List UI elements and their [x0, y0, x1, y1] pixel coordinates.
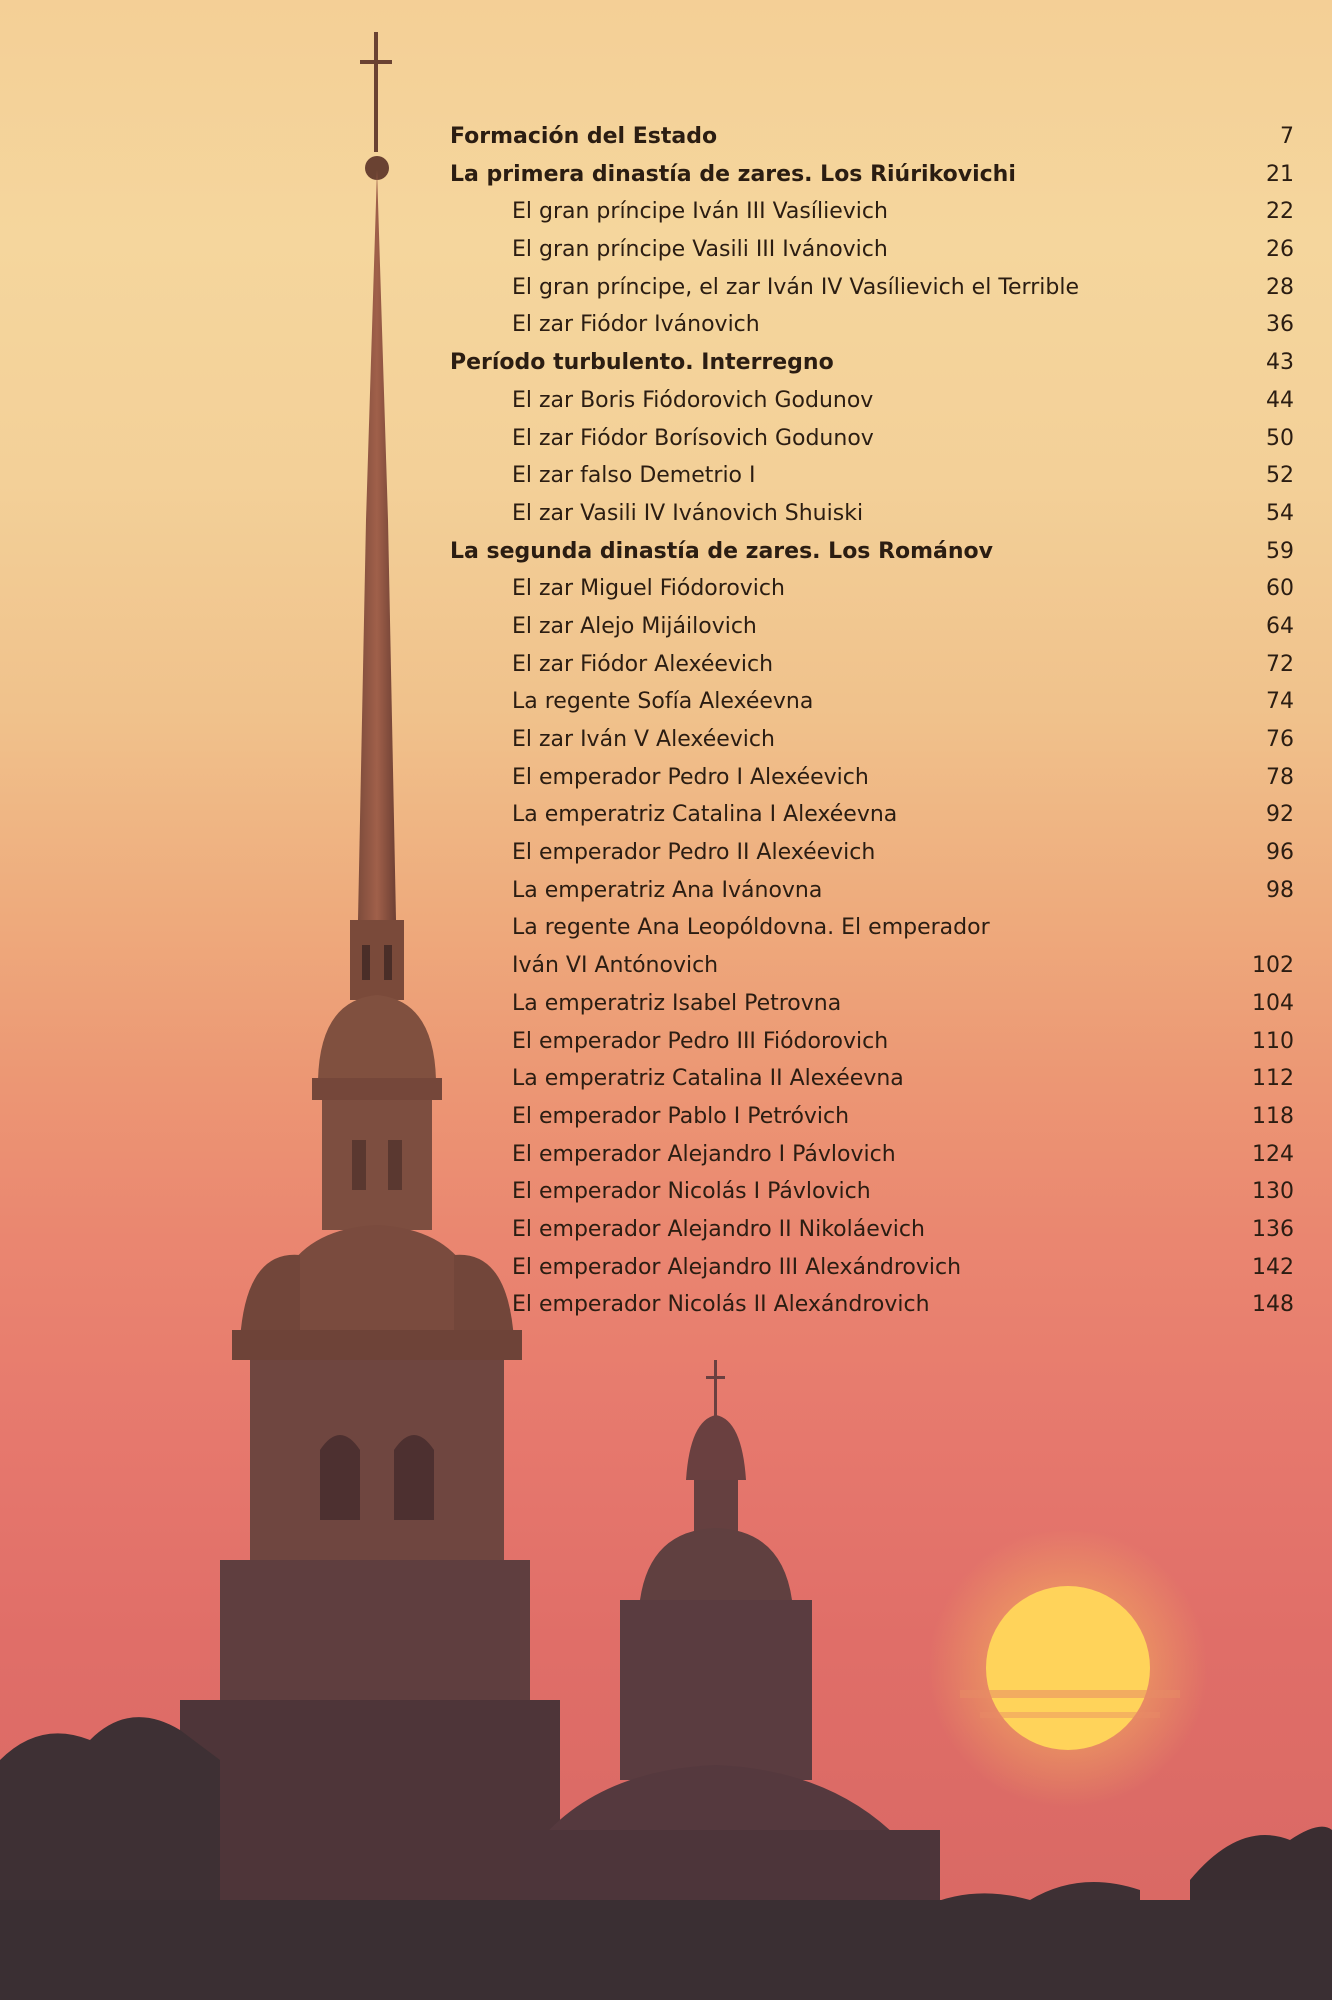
toc-entry-title: El zar Fiódor Ivánovich — [512, 312, 760, 338]
toc-entry — [450, 646, 1294, 684]
toc-page-number: 52 — [1266, 463, 1294, 489]
toc-entry — [450, 1173, 1294, 1211]
toc-entry-title: El zar Miguel Fiódorovich — [512, 576, 785, 602]
toc-entry — [450, 1249, 1294, 1287]
toc-entry — [450, 420, 1294, 458]
toc-entry-title: El gran príncipe Vasili III Ivánovich — [512, 237, 888, 263]
toc-page-number: 104 — [1252, 990, 1294, 1016]
toc-entry — [450, 759, 1294, 797]
toc-entry-title: Período turbulento. Interregno — [450, 350, 834, 376]
toc-entry — [450, 1211, 1294, 1249]
toc-entry-title: El emperador Pedro III Fiódorovich — [512, 1028, 889, 1054]
toc-entry — [450, 721, 1294, 759]
toc-entry-title: La emperatriz Catalina II Alexéevna — [512, 1066, 904, 1092]
toc-page-number: 43 — [1266, 350, 1294, 376]
toc-page-number: 28 — [1266, 274, 1294, 300]
toc-entry-title: La emperatriz Catalina I Alexéevna — [512, 802, 898, 828]
toc-page-number: 64 — [1266, 613, 1294, 639]
toc-entry-title: Formación del Estado — [450, 124, 718, 149]
toc-entry — [450, 1286, 1294, 1324]
toc-page-number: 136 — [1252, 1216, 1294, 1242]
toc-entry-title: El emperador Alejandro II Nikoláevich — [512, 1216, 925, 1242]
toc-entry — [450, 1098, 1294, 1136]
toc-page-number: 92 — [1266, 802, 1294, 828]
toc-entry-title: El zar Boris Fiódorovich Godunov — [512, 387, 874, 413]
toc-entry — [450, 382, 1294, 420]
toc-entry-title: Iván VI Antónovich — [512, 953, 719, 979]
toc-entry-title: La segunda dinastía de zares. Los Románov — [450, 538, 994, 564]
toc-page-number: 76 — [1266, 727, 1294, 752]
toc-entry-title: El zar falso Demetrio I — [512, 463, 756, 489]
toc-page-number: 148 — [1252, 1292, 1294, 1318]
toc-entry-title: El zar Alejo Mijáilovich — [512, 613, 757, 639]
toc-entry-title: El gran príncipe Iván III Vasílievich — [512, 199, 888, 225]
toc-section-heading — [450, 118, 1294, 156]
toc-entry — [450, 834, 1294, 872]
toc-entry — [450, 1023, 1294, 1061]
toc-page-number: 102 — [1252, 953, 1294, 979]
toc-entry-title: El emperador Pedro I Alexéevich — [512, 764, 869, 790]
toc-entry — [450, 683, 1294, 721]
toc-entry-title: El zar Fiódor Borísovich Godunov — [512, 425, 874, 451]
toc-page-number: 96 — [1266, 840, 1294, 866]
toc-entry-title: El emperador Pablo I Petróvich — [512, 1103, 850, 1129]
toc-entry-title: La emperatriz Isabel Petrovna — [512, 990, 842, 1016]
toc-entry-title: El zar Iván V Alexéevich — [512, 727, 775, 752]
toc-entry — [450, 231, 1294, 269]
toc-entry — [450, 1136, 1294, 1174]
toc-page-number: 110 — [1252, 1028, 1294, 1054]
toc-entry — [450, 985, 1294, 1023]
toc-entry — [450, 495, 1294, 533]
toc-page-number: 98 — [1266, 877, 1294, 903]
toc-entry — [450, 796, 1294, 834]
toc-section-heading — [450, 156, 1294, 194]
toc-entry — [450, 269, 1294, 307]
toc-entry — [450, 909, 1294, 947]
toc-page-number: 50 — [1266, 425, 1294, 451]
toc-page-number: 22 — [1266, 199, 1294, 225]
toc-entry-title: El zar Vasili IV Ivánovich Shuiski — [512, 500, 864, 526]
toc-entry — [450, 872, 1294, 910]
toc-page-number: 130 — [1252, 1179, 1294, 1205]
toc-page-number: 26 — [1266, 237, 1294, 263]
toc-page-number: 21 — [1266, 161, 1294, 187]
toc-entry — [450, 193, 1294, 231]
toc-page-number: 124 — [1252, 1141, 1294, 1167]
toc-page-number: 112 — [1252, 1066, 1294, 1092]
toc-entry — [450, 1060, 1294, 1098]
toc-entry-title: El emperador Pedro II Alexéevich — [512, 840, 876, 866]
toc-entry-title: La emperatriz Ana Ivánovna — [512, 877, 823, 903]
toc-entry-title: El emperador Alejandro III Alexándrovich — [512, 1254, 962, 1280]
toc-page-number: 78 — [1266, 764, 1294, 790]
toc-entry-title: La regente Ana Leopóldovna. El emperador — [512, 915, 990, 941]
toc-entry — [450, 570, 1294, 608]
toc-entry — [450, 608, 1294, 646]
toc-section-heading — [450, 533, 1294, 571]
toc-page-number: 72 — [1266, 651, 1294, 677]
toc-page-number: 74 — [1266, 689, 1294, 715]
toc-page-number: 142 — [1252, 1254, 1294, 1280]
toc-entry-title: La regente Sofía Alexéevna — [512, 689, 814, 715]
toc-page-number: 44 — [1266, 387, 1294, 413]
toc-entry — [450, 947, 1294, 985]
toc-page-number: 60 — [1266, 576, 1294, 602]
toc-entry-title: El gran príncipe, el zar Iván IV Vasílievich el Terrible — [512, 274, 1079, 300]
toc-entry-title: El emperador Alejandro I Pávlovich — [512, 1141, 896, 1167]
toc-page-number: 118 — [1252, 1103, 1294, 1129]
toc-entry — [450, 306, 1294, 344]
toc-page-number: 7 — [1280, 124, 1294, 149]
toc-entry-title: La primera dinastía de zares. Los Riúrikovichi — [450, 161, 1016, 187]
toc-entry-title: El zar Fiódor Alexéevich — [512, 651, 774, 677]
toc-page-number: 54 — [1266, 500, 1294, 526]
toc-entry-title: El emperador Nicolás I Pávlovich — [512, 1179, 871, 1205]
table-of-contents — [450, 118, 1294, 1324]
sun — [928, 1528, 1208, 1808]
toc-page-number: 59 — [1266, 538, 1294, 564]
toc-entry-title: El emperador Nicolás II Alexándrovich — [512, 1292, 930, 1318]
toc-page-number: 36 — [1266, 312, 1294, 338]
toc-entry — [450, 457, 1294, 495]
toc-section-heading — [450, 344, 1294, 382]
